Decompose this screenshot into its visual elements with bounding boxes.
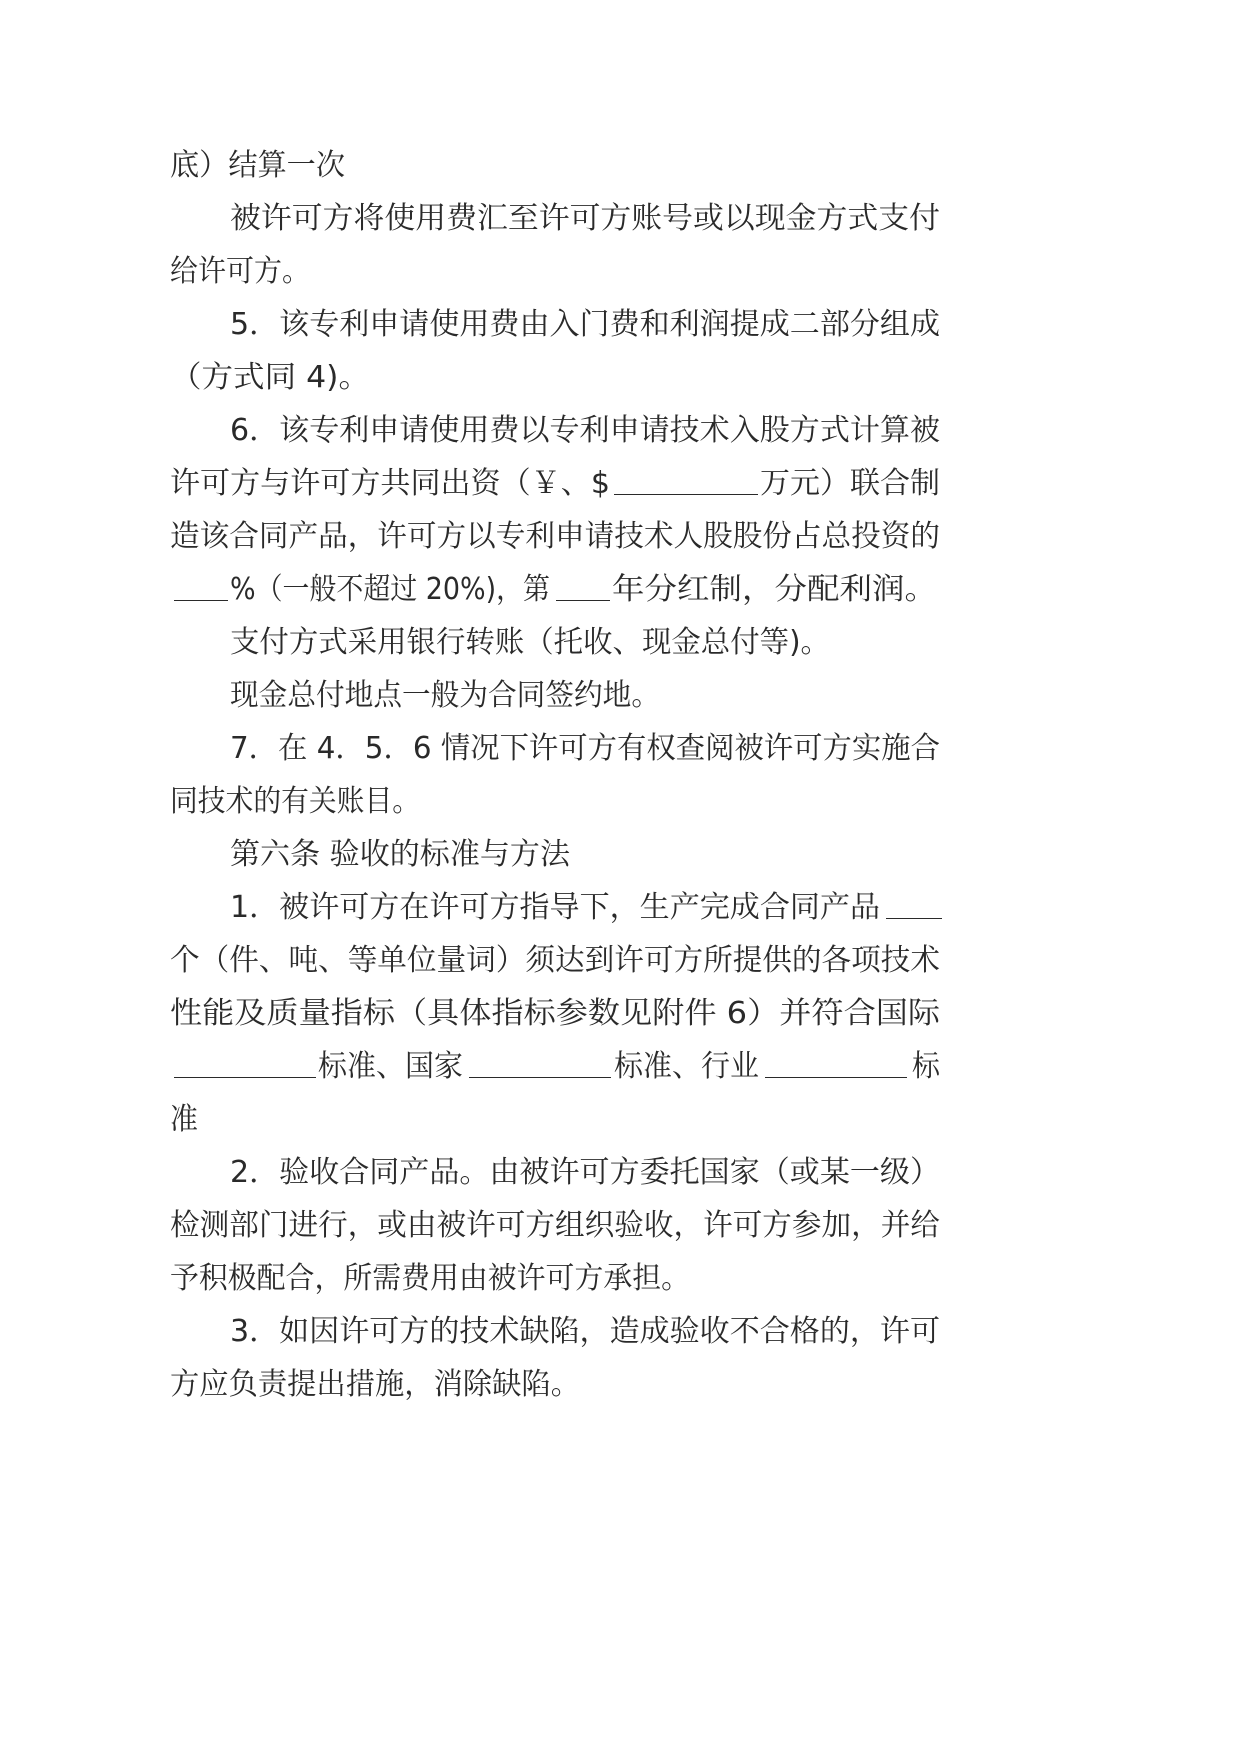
line-text: 6．该专利申请使用费以专利申请技术入股方式计算被 [230,413,940,448]
line-text: 标 [912,1049,940,1084]
line-text: 方应负责提出措施，消除缺陷。 [170,1367,580,1402]
line-text: 检测部门进行，或由被许可方组织验收，许可方参加，并给 [170,1208,940,1243]
line-text: 造该合同产品，许可方以专利申请技术人股股份占总投资的 [170,519,940,554]
line-text: 底）结算一次 [170,148,345,183]
line-text: 2．验收合同产品。由被许可方委托国家（或某一级） [230,1155,940,1190]
fill-in-blank [174,570,228,601]
line-text: 3．如因许可方的技术缺陷，造成验收不合格的，许可 [230,1314,940,1349]
line-text: 个（件、吨、等单位量词）须达到许可方所提供的各项技术 [170,943,940,978]
text-line [0,1365,1241,1485]
line-text: 5．该专利申请使用费由入门费和利润提成二部分组成 [230,307,940,342]
line-text: 给许可方。 [170,254,310,289]
line-text: 万元）联合制 [760,466,940,501]
line-text: 性能及质量指标（具体指标参数见附件 6）并符合国际 [170,996,940,1031]
line-text: 同技术的有关账目。 [170,784,420,819]
line-text: 1．被许可方在许可方指导下，生产完成合同产品 [230,890,880,925]
line-text: 标准、行业 [614,1049,759,1084]
line-text: 准 [170,1102,198,1137]
fill-in-blank [469,1047,611,1078]
line-text: 许可方与许可方共同出资（￥、$ [170,466,610,501]
fill-in-blank [174,1047,316,1078]
line-text: 被许可方将使用费汇至许可方账号或以现金方式支付 [230,201,940,236]
line-text: 年分红制，分配利润。 [612,572,937,607]
fill-in-blank [886,888,942,919]
line-text: 予积极配合，所需费用由被许可方承担。 [170,1261,690,1296]
fill-in-blank [556,570,610,601]
line-text: （方式同 4)。 [170,360,370,395]
line-text: 第六条 验收的标准与方法 [230,837,570,872]
line-text: 标准、国家 [318,1049,463,1084]
fill-in-blank [765,1047,907,1078]
line-text: 支付方式采用银行转账（托收、现金总付等)。 [230,625,830,660]
line-text: 7．在 4．5．6 情况下许可方有权查阅被许可方实施合 [230,731,940,766]
fill-in-blank [614,464,758,495]
line-text: 现金总付地点一般为合同签约地。 [230,678,660,713]
line-text: %（一般不超过 20%)，第 [230,572,550,607]
